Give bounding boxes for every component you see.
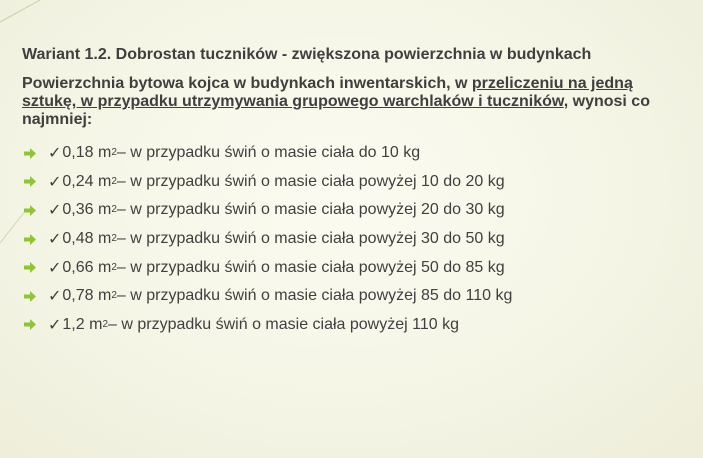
arrow-right-icon	[24, 176, 36, 187]
bullet-item: ✓ 0,78 m 2 – w przypadku świń o masie ciała powyżej 85 do 110 kg	[22, 282, 672, 311]
area-value: 0,66	[62, 258, 94, 276]
check-mark: ✓	[48, 145, 62, 163]
bullet-text: – w przypadku świń o masie ciała powyżej 10 do 20 kg	[116, 172, 505, 190]
unit: m	[98, 144, 112, 162]
bullet-item: ✓ 0,18 m 2 – w przypadku świń o masie ciała do 10 kg	[22, 139, 672, 168]
bullet-list	[22, 139, 672, 339]
area-value: 0,18	[62, 144, 94, 162]
intro-text-end: , wynosi co najmniej:	[22, 93, 650, 128]
bullet-text: – w przypadku świń o masie ciała powyżej 110 kg	[108, 315, 459, 333]
slide-title: Wariant 1.2. Dobrostan tuczników - zwiększona powierzchnia w budynkach	[22, 46, 592, 63]
unit: m	[98, 258, 112, 276]
bullet-item: ✓ 0,36 m 2 – w przypadku świń o masie ciała powyżej 20 do 30 kg	[22, 196, 672, 225]
arrow-right-icon	[24, 205, 36, 216]
check-mark: ✓	[48, 259, 62, 277]
bullet-text: – w przypadku świń o masie ciała powyżej 85 do 110 kg	[116, 287, 513, 305]
check-mark: ✓	[48, 173, 62, 191]
intro-text-start: Powierzchnia bytowa kojca w budynkach inwentarskich, w	[22, 75, 472, 92]
arrow-right-icon	[24, 291, 36, 302]
bullet-text: – w przypadku świń o masie ciała do 10 kg	[116, 144, 421, 162]
arrow-right-icon	[24, 234, 36, 245]
unit: m	[98, 230, 112, 248]
area-value: 0,48	[62, 230, 94, 248]
bullet-text: – w przypadku świń o masie ciała powyżej 20 do 30 kg	[116, 201, 505, 219]
bullet-text: – w przypadku świń o masie ciała powyżej 50 do 85 kg	[116, 258, 505, 276]
bullet-item: ✓ 0,66 m 2 – w przypadku świń o masie ciała powyżej 50 do 85 kg	[22, 253, 672, 282]
arrow-right-icon	[24, 262, 36, 273]
area-value: 0,24	[62, 172, 94, 190]
intro-text	[22, 75, 672, 129]
check-mark: ✓	[48, 231, 62, 249]
arrow-right-icon	[24, 148, 36, 159]
bullet-item: ✓ 0,24 m 2 – w przypadku świń o masie ciała powyżej 10 do 20 kg	[22, 168, 672, 197]
check-mark: ✓	[48, 288, 62, 306]
bullet-item: ✓ 0,48 m 2 – w przypadku świń o masie ciała powyżej 30 do 50 kg	[22, 225, 672, 254]
bullet-item: ✓ 1,2 m 2 – w przypadku świń o masie ciała powyżej 110 kg	[22, 311, 672, 340]
bullet-text: – w przypadku świń o masie ciała powyżej 30 do 50 kg	[116, 230, 505, 248]
unit: m	[89, 315, 103, 333]
unit: m	[98, 201, 112, 219]
check-mark: ✓	[48, 202, 62, 220]
intro-text-underlined: przeliczeniu na jedną sztukę, w przypadku utrzymywania grupowego warchlaków i tuczników	[22, 75, 633, 110]
unit: m	[98, 287, 112, 305]
arrow-right-icon	[24, 319, 36, 330]
area-value: 0,78	[62, 287, 94, 305]
check-mark: ✓	[48, 316, 62, 334]
area-value: 1,2	[62, 315, 85, 333]
unit: m	[98, 172, 112, 190]
area-value: 0,36	[62, 201, 94, 219]
